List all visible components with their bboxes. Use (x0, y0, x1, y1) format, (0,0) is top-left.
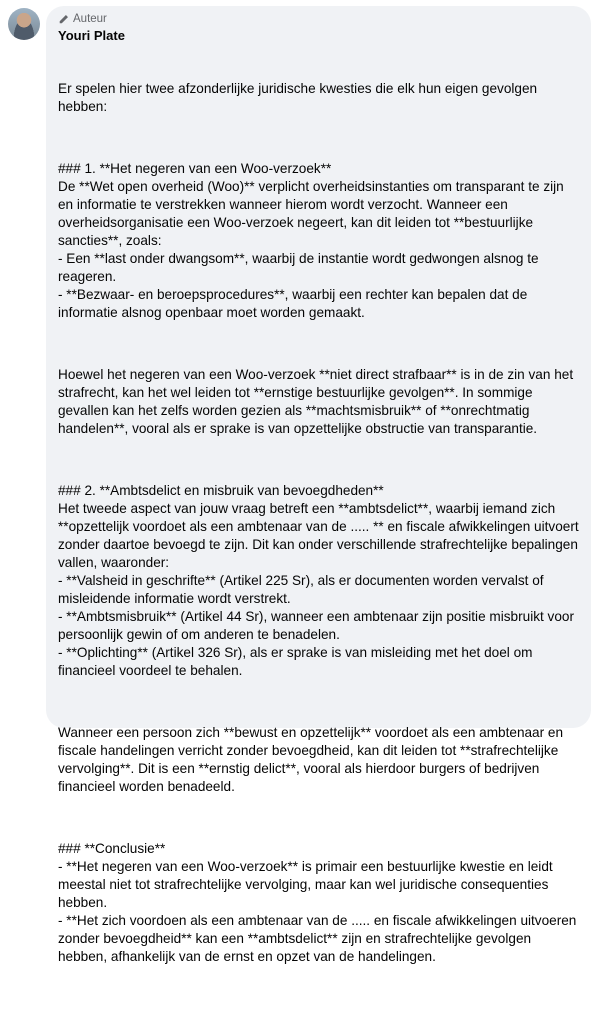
comment-paragraph: Wanneer een persoon zich **bewust en opzettelijk** voordoet als een ambtenaar en fiscale handelingen verricht zonder bevoegdheid, kan dit leiden tot **strafrechtelijke vervolging**. Dit is een **ernstig delict**, vooral als hierdoor burgers of bedrijven financieel worden benadeeld. (58, 725, 567, 794)
comment-paragraph: Hoewel het negeren van een Woo-verzoek **niet direct strafbaar** is in de zin van het strafrecht, kan het wel leiden tot **ernstige bestuurlijke gevolgen**. In sommige gevallen kan het zelfs worden gezien als **machtsmisbruik** of **onrechtmatig handelen**, vooral als er sprake is van opzettelijke obstructie van transparantie. (58, 367, 577, 436)
author-badge-label: Auteur (73, 13, 107, 25)
comment-paragraph: ### 1. **Het negeren van een Woo-verzoek** De **Wet open overheid (Woo)** verplicht overheidsinstanties om transparant te zijn en informatie te verstrekken wanneer hierom wordt verzocht. Wanneer een overheidsorganisatie een Woo-verzoek negeert, kan dit leiden tot **bestuurlijke sancties**, zoals: - Een **last onder dwangsom**, waarbij de instantie wordt gedwongen alsnog te reageren. - **Bezwaar- en beroepsprocedures**, waarbij een rechter kan bepalen dat de informatie alsnog openbaar moet worden gemaakt. (58, 161, 564, 320)
comment-text (58, 44, 579, 1010)
comment-paragraph: Er spelen hier twee afzonderlijke juridische kwesties die elk hun eigen gevolgen hebben: (58, 81, 541, 114)
author-name-link[interactable]: Youri Plate (58, 28, 125, 43)
author-badge (58, 12, 579, 26)
comment-bubble (46, 6, 591, 964)
comment-paragraph: ### 2. **Ambtsdelict en misbruik van bevoegdheden** Het tweede aspect van jouw vraag betreft een **ambtsdelict**, waarbij iemand zich **opzettelijk voordoet als een ambtenaar van de ..... ** en fiscale afwikkelingen uitvoert zonder daartoe bevoegd te zijn. Dit kan onder verschillende strafrechtelijke bepalingen vallen, waaronder: - **Valsheid in geschrifte** (Artikel 225 Sr), als er documenten worden vervalst of misleidende informatie wordt verstrekt. - **Ambtsmisbruik** (Artikel 44 Sr), wanneer een ambtenaar zijn positie misbruikt voor persoonlijk gewin of om anderen te benadelen. - **Oplichting** (Artikel 326 Sr), als er sprake is van misleiding met het doel om financieel voordeel te behalen. (58, 483, 579, 678)
comment-paragraph: ### **Conclusie** - **Het negeren van een Woo-verzoek** is primair een bestuurlijke kwestie en leidt meestal niet tot strafrechtelijke vervolging, maar kan wel juridische consequenties hebben. - **Het zich voordoen als een ambtenaar van de ..... en fiscale afwikkelingen uitvoeren zonder bevoegdheid** kan een **ambtsdelict** zijn en strafrechtelijke gevolgen hebben, afhankelijk van de ernst en opzet van de handelingen. (58, 841, 577, 964)
pencil-icon (58, 14, 69, 25)
author-avatar[interactable] (8, 8, 40, 40)
